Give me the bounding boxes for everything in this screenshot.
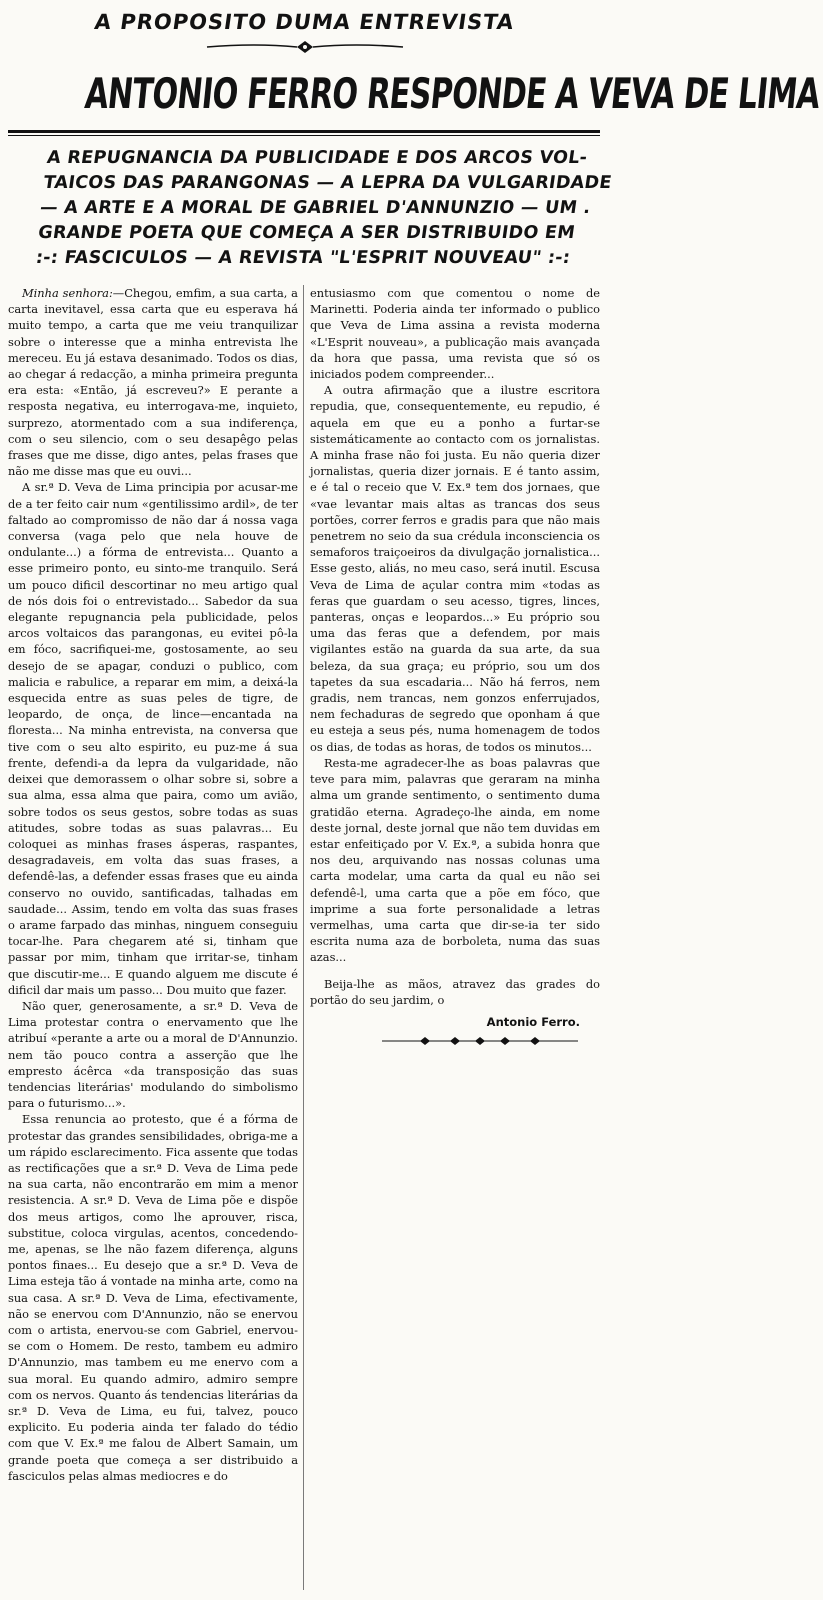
author-signature: Antonio Ferro. [486,1014,580,1029]
article-paragraph: A sr.ª D. Veva de Lima principia por acusar-me de a ter feito cair num «gentilissimo ardil», de ter faltado ao compromisso de não dar á nossa vaga conversa (vaga pelo que nela houve de ondulante...) a fórma de entrevista... Quanto a esse primeiro ponto, eu sinto-me tranquilo. Será um pouco dificil descortinar no meu artigo qual de nós dois foi o entrevistado... Sabedor da sua elegante repugnancia pela publicidade, pelos arcos voltaicos das parangonas, eu evitei pô-la em fóco, sacrifiquei-me, gostosamente, ao seu desejo de se apagar, conduzi o publico, com malicia e rabulice, a reparar em mim, a deixá-la esquecida entre as suas peles de tigre, de leopardo, de onça, de lince—encantada na floresta... Na minha entrevista, na conversa que tive com o seu alto espirito, eu puz-me á sua frente, defendi-a da lepra da vulgaridade, não deixei que demorassem o olhar sobre si, sobre a sua alma, essa alma que paira, como um avião, sobre todos os seus gestos, sobre todas as suas atitudes, sobre todas as suas palavras... Eu coloquei as minhas frases ásperas, raspantes, desagradaveis, em volta das suas frases, a defendê-las, a defender essas frases que eu ainda conservo no ouvido, santificadas, talhadas em saudade... Assim, tendo em volta das suas frases o arame farpado das minhas, ninguem conseguiu tocar-lhe. Para chegarem até si, tinham que passar por mim, tinham que irritar-se, tinham que discutir-me... E quando alguem me discute é dificil dar mais um passo... Dou muito que fazer. [8,480,298,997]
article-paragraph [8,285,298,479]
article-paragraph: Resta-me agradecer-lhe as boas palavras que teve para mim, palavras que geraram na minha alma um grande sentimento, o sentimento duma gratidão eterna. Agradeço-lhe ainda, em nome deste jornal, deste jornal que não tem duvidas em estar enfeitiçado por V. Ex.ª, a subida honra que nos deu, arquivando nas nossas colunas uma carta modelar, uma carta da qual eu não sei defendê-l, uma carta que a põe em fóco, que imprime a sua forte personalidade a letras vermelhas, uma carta que dir-se-ia ter sido escrita numa aza de borboleta, numa das suas azas... [310,755,600,965]
headline: ANTONIO FERRO RESPONDE A VEVA DE LIMA [82,69,822,118]
ornament-divider-icon [205,40,405,54]
subhead-line: A REPUGNANCIA DA PUBLICIDADE E DOS ARCOS VOL- [45,148,589,168]
headline-rule-thin [8,135,600,136]
headline-rule [8,130,600,133]
column-divider [303,285,304,1590]
salutation: Minha senhora: [22,286,113,300]
article-column-right [310,285,600,1046]
end-ornament-icon [380,1036,580,1046]
article-paragraph: entusiasmo com que comentou o nome de Marinetti. Poderia ainda ter informado o publico que Veva de Lima assina a revista moderna «L'Esprit nouveau», a publicação mais avançada da hora que passa, uma revista que só os iniciados podem compreender... [310,286,600,382]
subheadline [31,146,613,271]
article-paragraph: A outra afirmação que a ilustre escritora repudia, que, consequentemente, eu repudio, é aquela em que eu a ponho a furtar-se sistemáticamente ao contacto com os jornalistas. A minha frase não foi justa. Eu não queria dizer jornalistas, queria dizer jornais. E é tanto assim, e é tal o receio que V. Ex.ª tem dos jornaes, que «vae levantar mais altas as trancas dos seus portões, correr ferros e gradis para que não mais penetrem no seio da sua crédula inconsciencia os semaforos traiçoeiros da divulgação jornalistica... Esse gesto, aliás, no meu caso, será inutil. Escusa Veva de Lima de açular contra mim «todas as feras que guardam o seu acesso, tigres, linces, panteras, onças e leopardos...» Eu próprio sou uma das feras que a defendem, por mais vigilantes estão na guarda da sua arte, da sua beleza, da sua graça; eu próprio, sou um dos tapetes da sua escadaria... Não há ferros, nem gradis, nem trancas, nem gonzos enferrujados, nem fechaduras de segredo que oponham á que eu esteja a seus pés, numa homenagem de todos os dias, de todas as horas, de todos os minutos... [310,383,600,754]
subhead-line: TAICOS DAS PARANGONAS — A LEPRA DA VULGARIDADE [42,173,613,193]
article-paragraph: Não quer, generosamente, a sr.ª D. Veva de Lima protestar contra o enervamento que lhe atribuí «perante a arte ou a moral de D'Annunzio. nem tão pouco contra a asserção que lhe empresto ácêrca «da transposição das suas tendencias literárias' modulando do simbolismo para o futurismo...». [8,998,298,1111]
article-paragraph: Essa renuncia ao protesto, que é a fórma de protestar das grandes sensibilidades, obriga-me a um rápido esclarecimento. Fica assente que todas as rectificações que a sr.ª D. Veva de Lima pede na sua carta, não encontrarão em mim a menor resistencia. A sr.ª D. Veva de Lima põe e dispõe dos meus artigos, como lhe aprouver, risca, substitue, coloca virgulas, acentos, concedendo-me, apenas, se lhe não fazem diferença, alguns pontos finaes... Eu desejo que a sr.ª D. Veva de Lima esteja tão á vontade na minha arte, como na sua casa. A sr.ª D. Veva de Lima, efectivamente, não se enervou com D'Annunzio, não se enervou com o artista, enervou-se com Gabriel, enervou-se com o Homem. De resto, tambem eu admiro D'Annunzio, mas tambem eu me enervo com a sua moral. Eu quando admiro, admiro sempre com os nervos. Quanto ás tendencias literárias da sr.ª D. Veva de Lima, eu fui, talvez, pouco explicito. Eu poderia ainda ter falado do tédio com que V. Ex.ª me falou de Albert Samain, um grande poeta que começa a ser distribuido a fasciculos pelas almas mediocres e do [8,1112,298,1483]
article-column-left [8,285,298,1484]
paragraph-text: —Chegou, emfim, a sua carta, a carta inevitavel, essa carta que eu esperava há muito tempo, a carta que me veiu tranquilizar sobre o interesse que a minha entrevista lhe mereceu. Eu já estava desanimado. Todos os dias, ao chegar á redacção, a minha primeira pregunta era esta: «Então, já escreveu?» E perante a resposta negativa, eu interrogava-me, inquieto, surprezo, atormentado com a sua indiferença, com o seu silencio, com o seu desapêgo pelas frases que me disse, digo antes, pelas frases que não me disse mas que eu ouvi... [8,286,298,479]
subhead-line: — A ARTE E A MORAL DE GABRIEL D'ANNUNZIO — UM . [38,198,592,218]
kicker-title: A PROPOSITO DUMA ENTREVISTA [93,10,516,34]
subhead-line: :-: FASCICULOS — A REVISTA "L'ESPRIT NOUVEAU" :-: [34,248,572,268]
subhead-line: GRANDE POETA QUE COMEÇA A SER DISTRIBUIDO EM [36,223,577,243]
closing-line: Beija-lhe as mãos, atravez das grades do portão do seu jardim, o [310,976,600,1007]
